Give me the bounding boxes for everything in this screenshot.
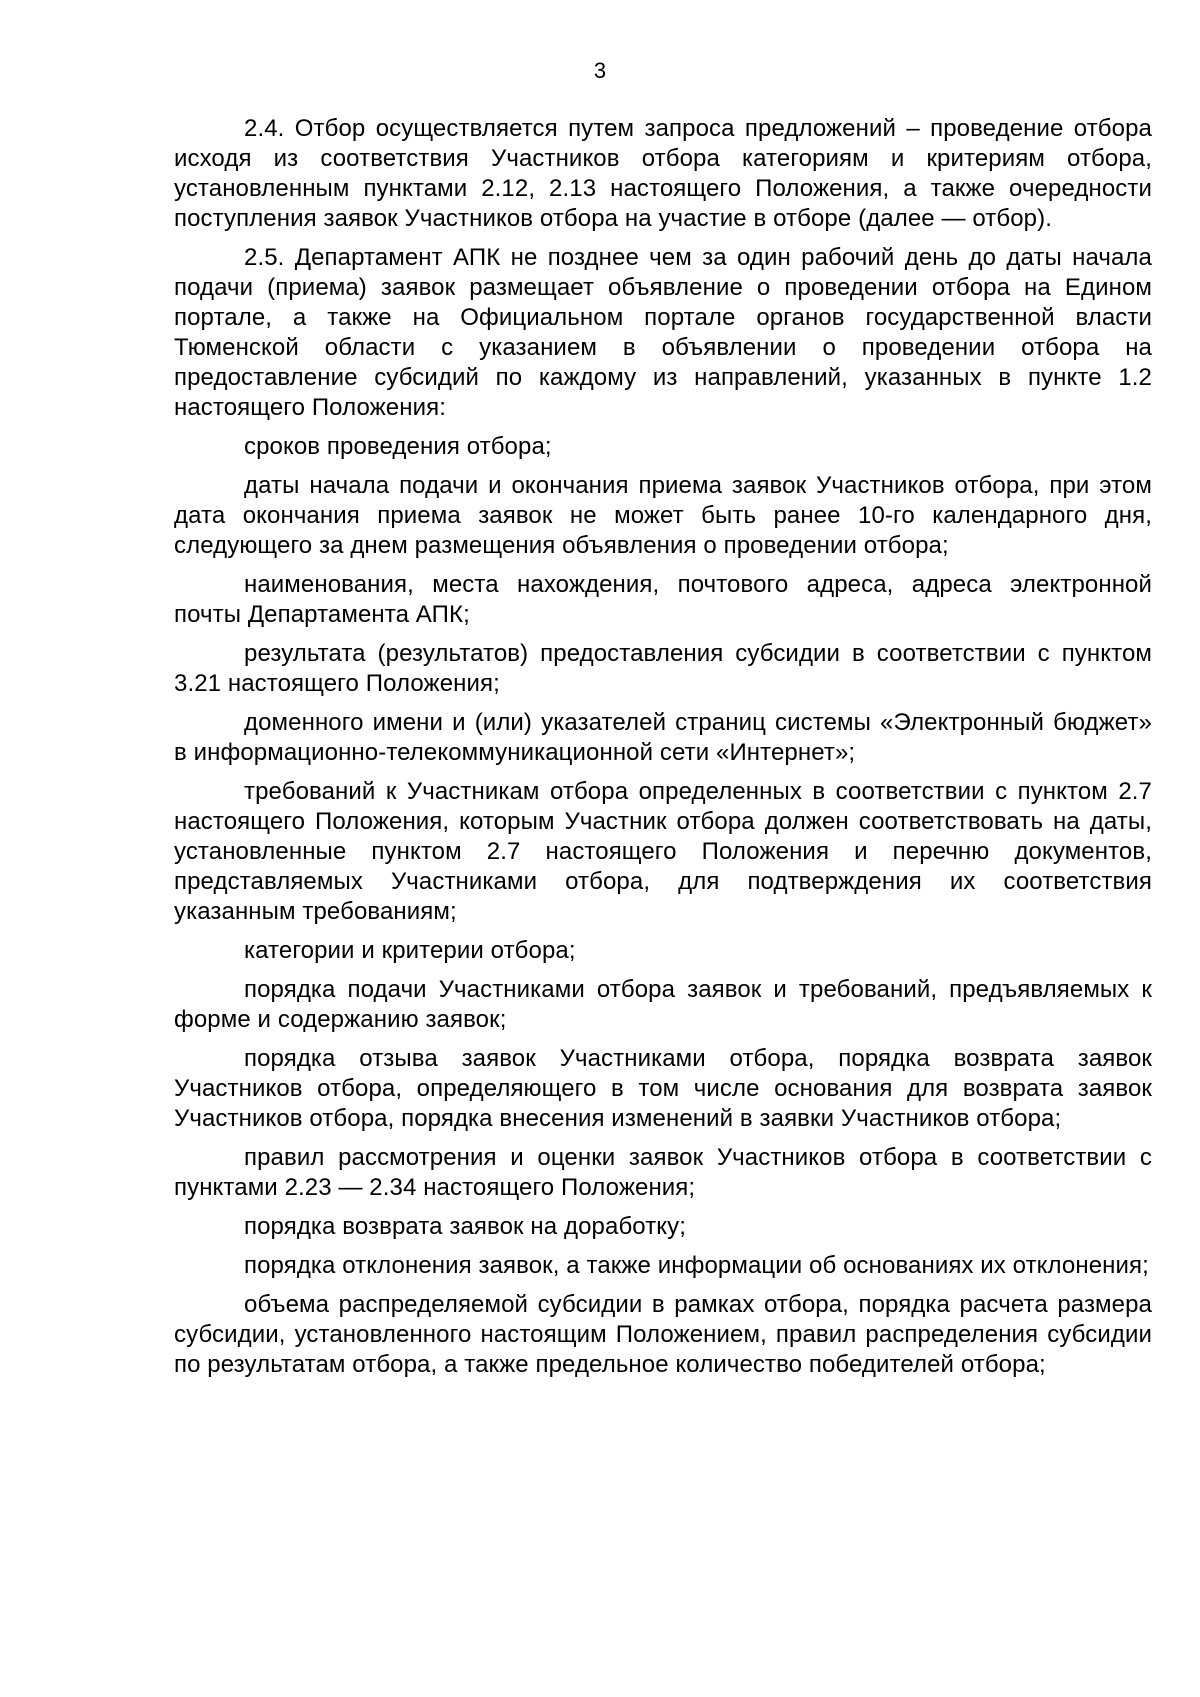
document-body xyxy=(174,114,1152,1389)
list-item-withdrawal-procedure: порядка отзыва заявок Участниками отбора, порядка возврата заявок Участников отбора, определяющего в том числе основания для возврата заявок Участников отбора, порядка внесения изменений в заявки Участников отбора; xyxy=(174,1045,1152,1132)
list-item-review-rules: правил рассмотрения и оценки заявок Участников отбора в соответствии с пунктами 2.23 — 2.34 настоящего Положения; xyxy=(174,1144,1152,1201)
list-item-application-dates: даты начала подачи и окончания приема заявок Участников отбора, при этом дата окончания приема заявок не может быть ранее 10-го календарного дня, следующего за днем размещения объявления о проведении отбора; xyxy=(174,472,1152,559)
list-item-selection-terms: сроков проведения отбора; xyxy=(244,433,552,460)
list-item-return-for-revision: порядка возврата заявок на доработку; xyxy=(244,1213,687,1240)
paragraph-2-4: 2.4. Отбор осуществляется путем запроса предложений – проведение отбора исходя из соответствия Участников отбора категориям и критериям отбора, установленным пунктами 2.12, 2.13 настоящего Положения, а также очередности поступления заявок Участников отбора на участие в отборе (далее — отбор). xyxy=(174,115,1152,232)
page-number: 3 xyxy=(593,58,607,83)
list-item-categories-criteria: категории и критерии отбора; xyxy=(244,937,576,964)
list-item-subsidy-results: результата (результатов) предоставления субсидии в соответствии с пунктом 3.21 настоящего Положения; xyxy=(174,640,1152,697)
paragraph-2-5: 2.5. Департамент АПК не позднее чем за один рабочий день до даты начала подачи (приема) заявок размещает объявление о проведении отбора на Едином портале, а также на Официальном портале органов государственной власти Тюменской области с указанием в объявлении о проведении отбора на предоставление субсидий по каждому из направлений, указанных в пункте 1.2 настоящего Положения: xyxy=(174,244,1152,421)
list-item-department-contacts: наименования, места нахождения, почтового адреса, адреса электронной почты Департамента АПК; xyxy=(174,571,1152,628)
list-item-domain-name: доменного имени и (или) указателей страниц системы «Электронный бюджет» в информационно-телекоммуникационной сети «Интернет»; xyxy=(174,709,1152,766)
list-item-rejection-procedure: порядка отклонения заявок, а также информации об основаниях их отклонения; xyxy=(244,1252,1149,1279)
list-item-submission-procedure: порядка подачи Участниками отбора заявок и требований, предъявляемых к форме и содержанию заявок; xyxy=(174,976,1152,1033)
list-item-participant-requirements: требований к Участникам отбора определенных в соответствии с пунктом 2.7 настоящего Положения, которым Участник отбора должен соответствовать на даты, установленные пунктом 2.7 настоящего Положения и перечню документов, представляемых Участниками отбора, для подтверждения их соответствия указанным требованиям; xyxy=(174,778,1152,925)
list-item-subsidy-volume: объема распределяемой субсидии в рамках отбора, порядка расчета размера субсидии, установленного настоящим Положением, правил распределения субсидии по результатам отбора, а также предельное количество победителей отбора; xyxy=(174,1291,1152,1378)
